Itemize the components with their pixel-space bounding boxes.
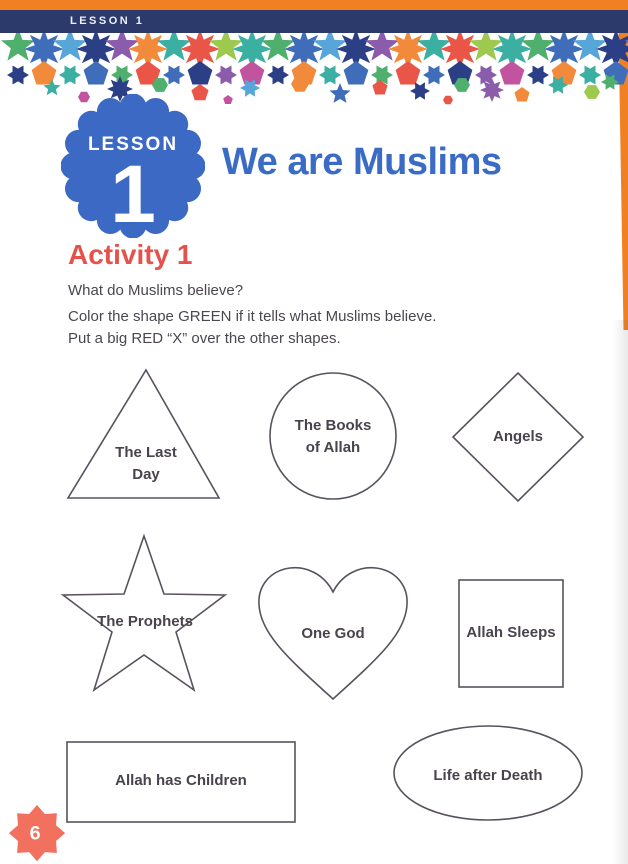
page-number-badge bbox=[6, 804, 68, 864]
lesson-bar-label: LESSON 1 bbox=[70, 15, 145, 27]
activity-question: What do Muslims believe? bbox=[68, 282, 244, 299]
star-label: The Prophets bbox=[97, 613, 193, 630]
page-number: 6 bbox=[29, 822, 41, 845]
activity-heading: Activity 1 bbox=[68, 239, 193, 270]
oval-label: Life after Death bbox=[433, 767, 543, 784]
page-title: We are Muslims bbox=[222, 141, 502, 183]
instruction-line-1: Color the shape GREEN if it tells what Muslims believe. bbox=[68, 308, 437, 325]
badge-lesson-word: LESSON bbox=[87, 134, 179, 155]
triangle-label: The Last Day bbox=[115, 444, 177, 483]
diamond-label: Angels bbox=[492, 428, 544, 445]
instruction-line-2: Put a big RED “X” over the other shapes. bbox=[68, 330, 341, 347]
badge-lesson-number: 1 bbox=[110, 149, 156, 238]
square-label: Allah Sleeps bbox=[466, 624, 556, 641]
rectangle-label: Allah has Children bbox=[115, 772, 247, 789]
heart-label: One God bbox=[301, 625, 365, 642]
circle-label: The Books of Allah bbox=[294, 417, 372, 456]
